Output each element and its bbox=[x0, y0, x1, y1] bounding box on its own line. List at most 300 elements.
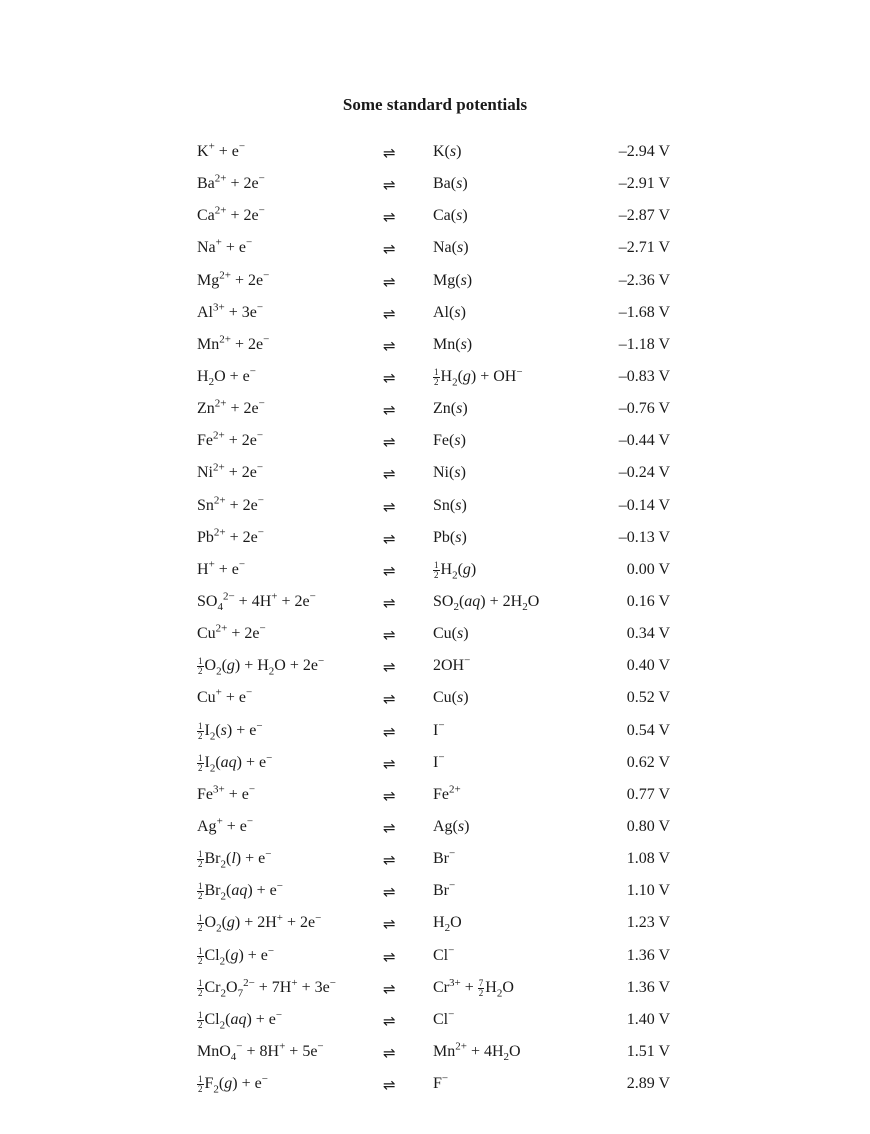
superscript: − bbox=[256, 462, 264, 475]
superscript: − bbox=[263, 333, 270, 346]
fraction-numerator: 1 bbox=[198, 945, 203, 956]
table-row bbox=[0, 1005, 870, 1037]
formula-text: ) + e bbox=[235, 850, 266, 868]
formula-text: + e bbox=[214, 560, 239, 578]
potential-value: –2.36 V bbox=[618, 271, 670, 289]
superscript: + bbox=[291, 976, 298, 989]
superscript: 2+ bbox=[214, 204, 227, 217]
superscript: − bbox=[309, 590, 316, 603]
formula-text: ) + e bbox=[246, 1010, 276, 1028]
formula-text: Cu bbox=[197, 625, 216, 643]
reactant-side bbox=[197, 944, 275, 967]
equilibrium-arrow-icon: ⇌ bbox=[383, 979, 396, 998]
potential-value: 0.16 V bbox=[626, 592, 670, 610]
formula-text: ( bbox=[226, 850, 232, 868]
equilibrium-arrow-icon: ⇌ bbox=[383, 626, 396, 645]
formula-text: + 2e bbox=[230, 271, 264, 289]
equilibrium-arrow-icon: ⇌ bbox=[383, 368, 396, 387]
equilibrium-arrow-icon: ⇌ bbox=[383, 658, 396, 677]
product-side bbox=[433, 783, 461, 804]
product-side bbox=[433, 1008, 455, 1029]
formula-text: K( bbox=[433, 143, 450, 160]
subscript: 2 bbox=[503, 1051, 510, 1064]
superscript: + bbox=[215, 237, 222, 250]
reactant-side bbox=[197, 882, 283, 901]
superscript: + bbox=[216, 815, 223, 828]
potential-value: 0.52 V bbox=[626, 689, 670, 707]
subscript: 2 bbox=[452, 569, 458, 582]
formula-text: ) bbox=[463, 689, 469, 707]
formula-text: Fe bbox=[197, 785, 213, 803]
potential-value: 0.77 V bbox=[626, 785, 670, 803]
formula-text: + e bbox=[222, 817, 247, 835]
formula-text: Ag bbox=[197, 817, 217, 835]
subscript: 2 bbox=[453, 601, 459, 614]
table-row bbox=[0, 651, 870, 683]
fraction-numerator: 1 bbox=[198, 720, 203, 731]
formula-text: ) bbox=[466, 335, 473, 353]
formula-text: Cu bbox=[197, 689, 216, 707]
formula-text: + 2e bbox=[226, 400, 259, 418]
reactant-side bbox=[197, 847, 272, 871]
formula-text: Mn bbox=[197, 335, 220, 353]
table-row bbox=[0, 780, 870, 812]
fraction bbox=[197, 1075, 204, 1094]
superscript: + bbox=[271, 590, 278, 603]
table-row bbox=[0, 1069, 870, 1101]
subscript: 2 bbox=[220, 987, 226, 1000]
formula-text: O + 2e bbox=[274, 657, 318, 675]
formula-text: aq bbox=[464, 592, 481, 610]
formula-text: ) + e bbox=[247, 882, 277, 900]
superscript: − bbox=[246, 815, 254, 828]
superscript: − bbox=[317, 655, 325, 668]
formula-text: Zn bbox=[197, 400, 215, 418]
formula-text: Pb( bbox=[433, 528, 456, 546]
formula-text: K bbox=[197, 143, 209, 160]
superscript: − bbox=[256, 429, 264, 442]
product-side bbox=[433, 207, 468, 225]
formula-text: ) bbox=[463, 625, 469, 643]
superscript: + bbox=[208, 558, 215, 571]
equilibrium-arrow-icon: ⇌ bbox=[383, 851, 396, 870]
superscript: 2+ bbox=[219, 269, 231, 282]
formula-text: O bbox=[226, 978, 238, 996]
formula-text: Fe bbox=[197, 432, 213, 450]
formula-text: Cu( bbox=[433, 689, 457, 707]
formula-text: ) + e bbox=[226, 721, 257, 739]
potential-value: 1.51 V bbox=[626, 1042, 670, 1060]
potential-value: –0.83 V bbox=[618, 367, 670, 385]
reactant-side bbox=[197, 622, 266, 643]
fraction bbox=[197, 850, 204, 869]
formula-text: ( bbox=[457, 561, 463, 578]
table-row bbox=[0, 137, 870, 169]
potential-value: 0.62 V bbox=[626, 753, 670, 771]
superscript: − bbox=[449, 879, 456, 892]
formula-text: ) + e bbox=[232, 1075, 262, 1093]
subscript: 2 bbox=[216, 665, 222, 678]
subscript: 2 bbox=[219, 1019, 226, 1032]
table-row bbox=[0, 1037, 870, 1069]
formula-text: H bbox=[433, 914, 445, 932]
equilibrium-arrow-icon: ⇌ bbox=[383, 561, 396, 580]
fraction bbox=[197, 1011, 204, 1030]
fraction-numerator: 1 bbox=[434, 366, 439, 377]
equilibrium-arrow-icon: ⇌ bbox=[383, 818, 396, 837]
formula-text: H bbox=[485, 978, 497, 996]
formula-text: ) + e bbox=[236, 753, 267, 771]
equilibrium-arrow-icon: ⇌ bbox=[383, 336, 396, 355]
formula-text: SO bbox=[433, 592, 454, 610]
formula-text: s bbox=[457, 625, 464, 643]
formula-text: g bbox=[230, 946, 239, 964]
superscript: 3+ bbox=[449, 976, 461, 989]
formula-text: + 2e bbox=[277, 592, 310, 610]
product-side bbox=[433, 464, 466, 482]
table-row bbox=[0, 458, 870, 490]
formula-text: + 2e bbox=[225, 528, 258, 546]
superscript: − bbox=[315, 912, 322, 925]
equilibrium-arrow-icon: ⇌ bbox=[383, 786, 396, 805]
product-side bbox=[433, 689, 469, 707]
reactant-side bbox=[197, 140, 246, 161]
table-row bbox=[0, 394, 870, 426]
formula-text: + 8H bbox=[242, 1042, 280, 1060]
subscript: 4 bbox=[217, 601, 223, 614]
potential-value: –0.76 V bbox=[618, 400, 670, 418]
product-side bbox=[433, 432, 466, 450]
superscript: − bbox=[259, 622, 266, 635]
formula-text: s bbox=[456, 400, 463, 418]
fraction-denominator: 2 bbox=[198, 859, 203, 870]
table-row bbox=[0, 683, 870, 715]
formula-text: Ba( bbox=[433, 175, 457, 193]
reactant-side bbox=[197, 1072, 268, 1096]
table-row bbox=[0, 844, 870, 876]
potential-value: 0.00 V bbox=[626, 560, 670, 578]
formula-text: g bbox=[462, 368, 471, 386]
superscript: − bbox=[263, 269, 270, 282]
product-side bbox=[433, 529, 467, 547]
subscript: 2 bbox=[268, 665, 275, 678]
subscript: 2 bbox=[219, 954, 226, 967]
superscript: − bbox=[265, 847, 272, 860]
formula-text: aq bbox=[231, 882, 248, 900]
formula-text: + 2e bbox=[224, 432, 257, 450]
superscript: − bbox=[464, 654, 471, 667]
equilibrium-arrow-icon: ⇌ bbox=[383, 722, 396, 741]
fraction-denominator: 2 bbox=[434, 376, 439, 387]
product-side bbox=[433, 272, 472, 290]
formula-text: Mg bbox=[197, 271, 220, 289]
formula-text: Na( bbox=[433, 239, 457, 257]
reactant-side bbox=[197, 172, 265, 193]
formula-text: Sn( bbox=[433, 496, 456, 514]
formula-text: + 2e bbox=[225, 496, 258, 514]
superscript: 2+ bbox=[449, 783, 461, 796]
fraction-numerator: 1 bbox=[434, 559, 439, 570]
potential-value: 0.34 V bbox=[626, 625, 670, 643]
formula-text: ( bbox=[457, 368, 463, 386]
equilibrium-arrow-icon: ⇌ bbox=[383, 1076, 396, 1095]
product-side bbox=[433, 1040, 521, 1064]
superscript: 2+ bbox=[215, 622, 228, 635]
page-title: Some standard potentials bbox=[342, 95, 528, 114]
formula-text: + 4H bbox=[466, 1042, 504, 1060]
formula-text: ) + OH bbox=[470, 368, 517, 386]
potential-value: –1.68 V bbox=[618, 303, 670, 321]
formula-text: ( bbox=[218, 1075, 225, 1093]
fraction-denominator: 2 bbox=[198, 891, 203, 902]
superscript: − bbox=[238, 140, 246, 153]
product-side bbox=[433, 239, 469, 257]
formula-text: Br bbox=[433, 882, 449, 900]
reactant-side bbox=[197, 976, 336, 1000]
formula-text: O bbox=[204, 914, 217, 932]
formula-text: + 2e bbox=[226, 175, 259, 193]
equilibrium-arrow-icon: ⇌ bbox=[383, 1011, 396, 1030]
formula-text: ( bbox=[221, 657, 227, 675]
subscript: 2 bbox=[209, 762, 216, 775]
subscript: 4 bbox=[230, 1051, 237, 1064]
superscript: − bbox=[248, 783, 256, 796]
subscript: 2 bbox=[220, 890, 226, 903]
table-row bbox=[0, 908, 870, 940]
formula-text: + 3e bbox=[297, 978, 330, 996]
superscript: − bbox=[236, 1040, 243, 1053]
formula-text: O bbox=[450, 914, 462, 932]
formula-text: Br bbox=[433, 850, 449, 868]
formula-text: ) bbox=[461, 496, 467, 514]
superscript: − bbox=[256, 301, 264, 314]
fraction-denominator: 2 bbox=[198, 1019, 203, 1030]
formula-text: + bbox=[460, 978, 478, 996]
table-row bbox=[0, 426, 870, 458]
fraction-numerator: 7 bbox=[478, 977, 484, 988]
equilibrium-arrow-icon: ⇌ bbox=[383, 947, 396, 966]
formula-text: s bbox=[455, 496, 462, 514]
formula-text: Ag( bbox=[433, 817, 458, 835]
table-row bbox=[0, 298, 870, 330]
potential-value: –0.44 V bbox=[618, 432, 670, 450]
fraction-numerator: 1 bbox=[198, 913, 203, 924]
fraction-denominator: 2 bbox=[478, 987, 484, 998]
superscript: 2+ bbox=[213, 429, 225, 442]
formula-text: ( bbox=[225, 1010, 231, 1028]
formula-text: g bbox=[226, 657, 235, 675]
formula-text: Fe( bbox=[433, 432, 455, 450]
product-side bbox=[433, 365, 523, 389]
equilibrium-arrow-icon: ⇌ bbox=[383, 754, 396, 773]
potential-value: 0.80 V bbox=[626, 817, 670, 835]
formula-text: I bbox=[204, 721, 210, 739]
formula-text: F bbox=[204, 1075, 214, 1093]
formula-text: ) bbox=[461, 528, 467, 546]
reactant-side bbox=[197, 590, 316, 614]
superscript: − bbox=[238, 558, 246, 571]
formula-text: O + e bbox=[214, 367, 250, 385]
fraction-denominator: 2 bbox=[198, 762, 203, 773]
fraction bbox=[197, 754, 204, 773]
formula-text: s bbox=[457, 689, 464, 707]
superscript: 2+ bbox=[219, 333, 231, 346]
formula-text: + e bbox=[221, 689, 247, 707]
formula-text: l bbox=[231, 850, 236, 868]
superscript: + bbox=[208, 140, 215, 153]
formula-text: s bbox=[455, 528, 462, 546]
reactant-side bbox=[197, 751, 273, 775]
superscript: − bbox=[516, 365, 523, 378]
superscript: 2+ bbox=[213, 494, 226, 507]
equilibrium-arrow-icon: ⇌ bbox=[383, 465, 396, 484]
superscript: − bbox=[276, 880, 283, 893]
equilibrium-arrow-icon: ⇌ bbox=[383, 915, 396, 934]
formula-text: Mg( bbox=[433, 271, 461, 289]
formula-text: ) bbox=[470, 561, 477, 578]
fraction-numerator: 1 bbox=[198, 977, 203, 988]
formula-text: Cl bbox=[433, 946, 449, 964]
formula-text: Na bbox=[197, 239, 216, 257]
formula-text: g bbox=[462, 561, 471, 578]
formula-text: ) bbox=[460, 303, 466, 321]
formula-text: ) bbox=[460, 464, 466, 482]
potential-value: –2.87 V bbox=[618, 207, 670, 225]
table-row bbox=[0, 716, 870, 748]
formula-text: + 2e bbox=[226, 207, 259, 225]
formula-text: s bbox=[454, 303, 461, 321]
equilibrium-arrow-icon: ⇌ bbox=[383, 401, 396, 420]
formula-text: Mn bbox=[433, 1042, 456, 1060]
table-row bbox=[0, 941, 870, 973]
fraction bbox=[197, 947, 204, 966]
superscript: − bbox=[329, 976, 336, 989]
table-row bbox=[0, 201, 870, 233]
equilibrium-arrow-icon: ⇌ bbox=[383, 208, 396, 227]
formula-text: s bbox=[456, 239, 464, 257]
fraction-denominator: 2 bbox=[198, 666, 203, 677]
formula-text: + e bbox=[214, 143, 239, 160]
formula-text: Zn( bbox=[433, 400, 457, 418]
formula-text: Sn bbox=[197, 496, 214, 514]
reactant-side bbox=[197, 204, 265, 225]
fraction bbox=[197, 914, 204, 933]
superscript: − bbox=[258, 172, 265, 185]
superscript: 2− bbox=[222, 590, 235, 603]
potential-value: 1.36 V bbox=[626, 978, 670, 996]
superscript: − bbox=[448, 944, 455, 957]
equilibrium-arrow-icon: ⇌ bbox=[383, 176, 396, 195]
superscript: − bbox=[246, 237, 253, 250]
formula-text: s bbox=[456, 207, 463, 225]
equilibrium-arrow-icon: ⇌ bbox=[383, 272, 396, 291]
product-side bbox=[433, 336, 472, 354]
formula-text: Cl bbox=[204, 946, 220, 964]
formula-text: + 5e bbox=[285, 1042, 318, 1060]
formula-text: Al( bbox=[433, 303, 455, 321]
superscript: 2− bbox=[243, 976, 255, 989]
potential-value: –2.71 V bbox=[618, 239, 670, 257]
formula-text: I bbox=[433, 753, 439, 771]
potential-value: 0.40 V bbox=[626, 657, 670, 675]
equilibrium-arrow-icon: ⇌ bbox=[383, 144, 396, 162]
superscript: 3+ bbox=[213, 783, 225, 796]
reactant-side bbox=[197, 815, 254, 836]
fraction bbox=[433, 561, 440, 580]
superscript: − bbox=[267, 944, 275, 957]
subscript: 2 bbox=[444, 922, 451, 935]
fraction-denominator: 2 bbox=[198, 730, 203, 741]
formula-text: + 2e bbox=[227, 625, 260, 643]
product-side bbox=[433, 304, 466, 322]
equilibrium-arrow-icon: ⇌ bbox=[383, 433, 396, 452]
potential-value: 2.89 V bbox=[626, 1075, 670, 1093]
formula-text: ) + 2H bbox=[480, 592, 523, 610]
formula-text: ) bbox=[456, 143, 462, 160]
reactant-side bbox=[197, 301, 264, 322]
potentials-table bbox=[0, 137, 870, 1101]
reactant-side bbox=[197, 689, 252, 707]
reactant-side bbox=[197, 239, 252, 257]
product-side bbox=[433, 592, 540, 614]
formula-text: ) bbox=[462, 207, 468, 225]
potential-value: 1.10 V bbox=[626, 882, 670, 900]
formula-text: I bbox=[433, 721, 439, 739]
table-row bbox=[0, 523, 870, 555]
reactant-side bbox=[197, 397, 265, 418]
formula-text: H bbox=[197, 560, 209, 578]
formula-text: s bbox=[460, 335, 467, 353]
formula-text: + 7H bbox=[254, 978, 292, 996]
product-side bbox=[433, 879, 456, 900]
product-side bbox=[433, 497, 467, 515]
reactant-side bbox=[197, 719, 263, 742]
potential-value: –1.18 V bbox=[618, 335, 670, 353]
formula-text: Cu( bbox=[433, 625, 457, 643]
subscript: 2 bbox=[216, 922, 222, 935]
fraction-numerator: 1 bbox=[198, 656, 203, 667]
superscript: − bbox=[258, 204, 265, 217]
formula-text: Ni( bbox=[433, 464, 455, 482]
formula-text: O bbox=[502, 978, 514, 996]
subscript: 2 bbox=[208, 376, 215, 389]
fraction-denominator: 2 bbox=[198, 1084, 203, 1095]
product-side bbox=[433, 175, 468, 193]
potential-value: –0.13 V bbox=[618, 528, 670, 546]
formula-text: ) bbox=[466, 271, 473, 289]
product-side bbox=[433, 976, 514, 1000]
superscript: + bbox=[276, 912, 284, 925]
fraction-numerator: 1 bbox=[198, 1074, 203, 1085]
product-side bbox=[433, 143, 461, 161]
reactant-side bbox=[197, 1040, 324, 1064]
reactant-side bbox=[197, 526, 264, 547]
formula-text: + e bbox=[221, 239, 246, 257]
table-row bbox=[0, 330, 870, 362]
formula-text: ( bbox=[221, 914, 227, 932]
superscript: 3+ bbox=[213, 301, 225, 314]
formula-text: s bbox=[220, 721, 227, 739]
reactant-side bbox=[197, 333, 270, 354]
product-side bbox=[433, 719, 445, 740]
fraction bbox=[433, 368, 440, 387]
table-row bbox=[0, 973, 870, 1005]
equilibrium-arrow-icon: ⇌ bbox=[383, 883, 396, 902]
fraction-denominator: 2 bbox=[198, 955, 203, 966]
table-row bbox=[0, 266, 870, 298]
subscript: 2 bbox=[220, 858, 226, 871]
superscript: + bbox=[215, 687, 222, 700]
